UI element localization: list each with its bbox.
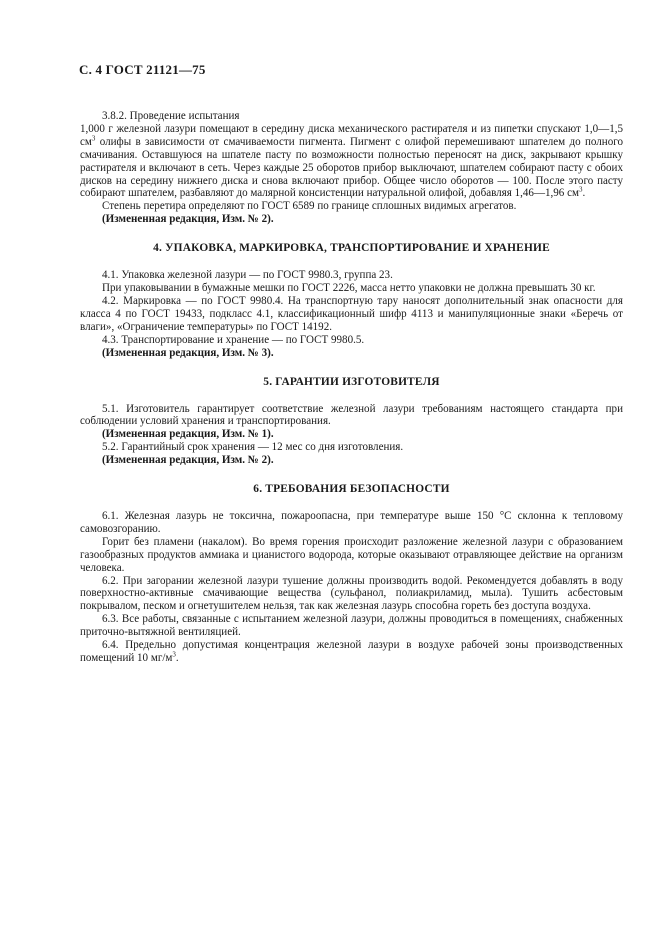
clause-3-8-2-body: 1,000 г железной лазури помещают в середину диска механического растирателя и из пипетки спускают 1,0—1,5 $см^3$ олифы в зависимости от смачиваемости пигмента. Пигмент с олифой перемешивают шпателем до полного смачивания. Оставшуюся на шпателе пасту по возможности полностью переносят на диск, закрывают крышку растирателя и включают в сеть. Через каждые 25 оборотов прибор выключают, шпателем собирают пасту с обоих дисков на середину нижнего диска и снова включают прибор. Общее число оборотов — 100. После этого пасту собирают шпателем, разбавляют до малярной консистенции натуральной олифой, добавляя 1,46—1,96 $см^3$. — [80, 122, 623, 200]
section-4-title: 4. УПАКОВКА, МАРКИРОВКА, ТРАНСПОРТИРОВАНИЕ И ХРАНЕНИЕ — [153, 242, 550, 255]
clause-6-3: 6.3. Все работы, связанные с испытанием железной лазури, должны проводиться в помещениях, снабженных приточно-вытяжной вентиляцией. — [80, 613, 623, 639]
clause-3-8-2-grind: Степень перетира определяют по ГОСТ 6589 по границе сплошных видимых агрегатов. — [102, 200, 517, 213]
page-header: С. 4 ГОСТ 21121—75 — [79, 62, 206, 77]
clause-6-1-burning: Горит без пламени (накалом). Во время горения происходит разложение железной лазури с образованием газообразных продуктов аммиака и цианистого водорода, которые оказывают отравляющее действие на организм человека. — [80, 535, 623, 574]
clause-6-2: 6.2. При загорании железной лазури тушение должны производить водой. Рекомендуется добавлять в воду поверхностно-активные смачивающие вещества (сульфанол, полиакриламид, мыла). Тушить асбестовым покрывалом, песком и огнетушителем нельзя, так как железная лазурь способна гореть без доступа воздуха. — [80, 574, 623, 613]
clause-5-1: 5.1. Изготовитель гарантирует соответствие железной лазури требованиям настоящего стандарта при соблюдении условий хранения и транспортирования. — [80, 402, 623, 428]
edit-note: (Измененная редакция, Изм. № 1). — [102, 428, 274, 441]
section-5-title: 5. ГАРАНТИИ ИЗГОТОВИТЕЛЯ — [263, 375, 440, 388]
edit-note: (Измененная редакция, Изм. № 3). — [102, 346, 274, 359]
edit-note: (Измененная редакция, Изм. № 2). — [102, 454, 274, 467]
clause-4-3: 4.3. Транспортирование и хранение — по ГОСТ 9980.5. — [102, 333, 365, 346]
clause-3-8-2-title: 3.8.2. Проведение испытания — [102, 110, 240, 122]
clause-4-1-bags: При упаковывании в бумажные мешки по ГОСТ 2226, масса нетто упаковки не должна превышать 30 кг. — [102, 282, 596, 295]
clause-4-2: 4.2. Маркировка — по ГОСТ 9980.4. На транспортную тару наносят дополнительный знак опасности для класса 4 по ГОСТ 19433, подкласс 4.1, классификационный шифр 4113 и манипуляционные знаки «Беречь от влаги», «Ограничение температуры» по ГОСТ 14192. — [80, 294, 623, 333]
clause-6-1: 6.1. Железная лазурь не токсична, пожароопасна, при температуре выше 150 °С склонна к тепловому самовозгоранию. — [80, 510, 623, 535]
clause-6-4: 6.4. Предельно допустимая концентрация железной лазури в воздухе рабочей зоны производственных помещений 10 $мг/м^3$. — [80, 639, 623, 664]
edit-note: (Измененная редакция, Изм. № 2). — [102, 213, 274, 226]
section-6-title: 6. ТРЕБОВАНИЯ БЕЗОПАСНОСТИ — [253, 483, 450, 496]
clause-5-2: 5.2. Гарантийный срок хранения — 12 мес со дня изготовления. — [102, 441, 404, 454]
clause-4-1: 4.1. Упаковка железной лазури — по ГОСТ 9980.3, группа 23. — [102, 269, 393, 282]
